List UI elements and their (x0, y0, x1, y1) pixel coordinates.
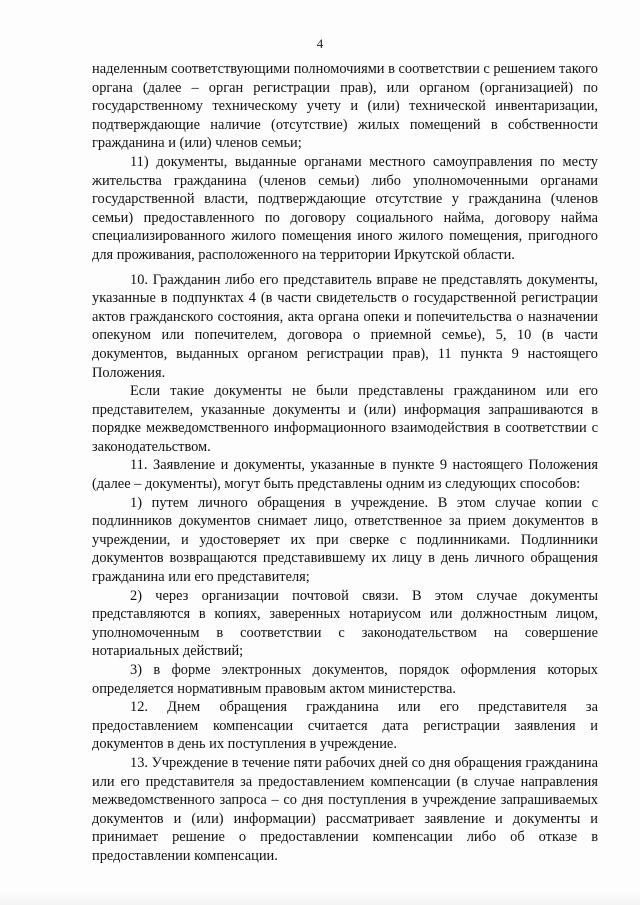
paragraph-clause-13: 13. Учреждение в течение пяти рабочих дней со дня обращения гражданина или его представителя за предоставлением компенсации (в случае направления межведомственного запроса – со дня поступления в учреждение запрашиваемых документов и (или) информации) рассматривает заявление и документы и принимает решение о предоставлении компенсации либо об отказе в предоставлении компенсации. (92, 754, 598, 864)
document-body (92, 60, 598, 866)
page-number: 4 (316, 36, 324, 51)
paragraph-clause-12: 12. Днем обращения гражданина или его представителя за предоставлением компенсации считается дата регистрации заявления и документов в день их поступления в учреждение. (92, 699, 598, 753)
paragraph-clause-10: 10. Гражданин либо его представитель вправе не представлять документы, указанные в подпунктах 4 (в части свидетельств о государственной регистрации актов гражданского состояния, акта органа опеки и попечительства о назначении опекуном или попечителем, договора о приемной семье), 5, 10 (в части документов, выданных органом регистрации прав), 11 пункта 9 настоящего Положения. (92, 271, 598, 381)
scan-edge (0, 891, 640, 905)
paragraph-continuation: наделенным соответствующими полномочиями в соответствии с решением такого органа (далее – орган регистрации прав), или органом (организацией) по государственному техническому учету и (или) технической инвентаризации, подтверждающие наличие (отсутствие) жилых помещений в собственности гражданина и (или) членов семьи; (92, 61, 598, 152)
paragraph-method-2: 2) через организации почтовой связи. В этом случае документы представляются в копиях, заверенных нотариусом или должностным лицом, уполномоченным в соответствии с законодательством на совершение нотариальных действий; (92, 587, 598, 660)
paragraph-method-1: 1) путем личного обращения в учреждение. В этом случае копии с подлинников документов снимает лицо, ответственное за прием документов в учреждении, и удостоверяет их при сверке с подлинниками. Подлинники документов возвращаются представившему их лицу в день личного обращения гражданина или его представителя; (92, 494, 598, 586)
paragraph-method-3: 3) в форме электронных документов, порядок оформления которых определяется нормативным правовым актом министерства. (92, 662, 598, 697)
paragraph-clause-11: 11. Заявление и документы, указанные в пункте 9 настоящего Положения (далее – документы), могут быть представлены одним из следующих способов: (92, 457, 598, 493)
paragraph-interagency: Если такие документы не были представлены гражданином или его представителем, указанные документы и (или) информация запрашиваются в порядке межведомственного информационного взаимодействия в соответствии с законодательством. (92, 383, 598, 455)
paragraph-item-11: 11) документы, выданные органами местного самоуправления по месту жительства гражданина (членов семьи) либо уполномоченными органами государственной власти, подтверждающие отсутствие у гражданина (членов семьи) предоставленного по договору социального найма, договору найма специализированного жилого помещения иного жилого помещения, пригодного для проживания, расположенного на территории Иркутской области. (92, 153, 598, 263)
